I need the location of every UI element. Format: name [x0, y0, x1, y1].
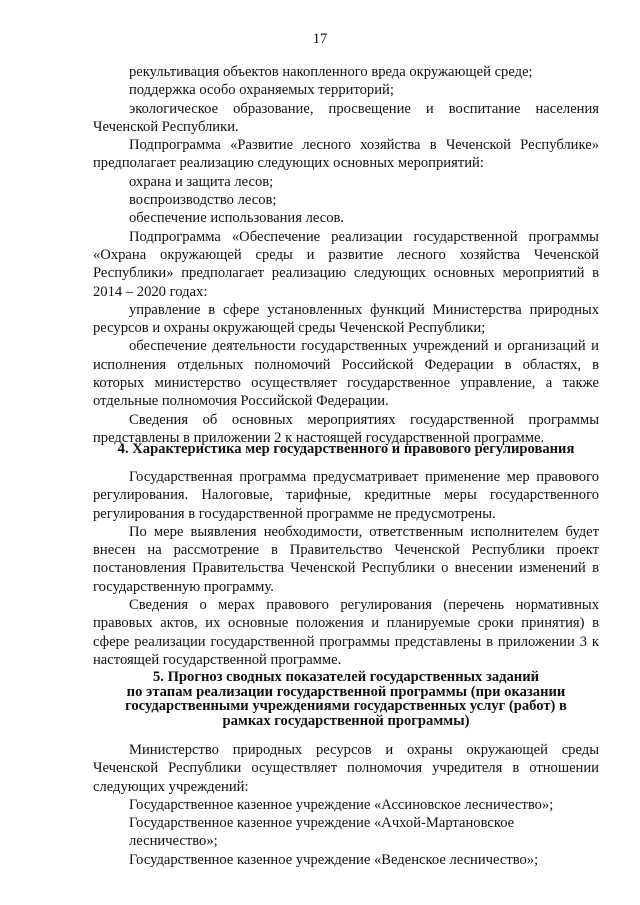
- section-4-paragraph: Сведения о мерах правового регулирования (перечень нормативных правовых актов, их основные положения и планируемые сроки принятия) в сфере реализации государственной программы представлены в приложении 3 к настоящей государственной программе.: [93, 597, 599, 668]
- institution-item: Государственное казенное учреждение «Ассиновское лесничество»;: [129, 796, 554, 813]
- institution-item: Государственное казенное учреждение «Ачхой-Мартановское лесничество»;: [129, 815, 515, 850]
- section-4-heading-block: [93, 440, 599, 458]
- section-5-heading-block: [93, 670, 599, 728]
- section-5-body: [93, 741, 599, 869]
- list-item: рекультивация объектов накопленного вреда окружающей среде;: [129, 64, 533, 80]
- section-4-paragraph: По мере выявления необходимости, ответственным исполнителем будет внесен на рассмотрение в Правительство Чеченской Республики проект постановления Правительства Чеченской Республики о внесении изменений в государственную программу.: [93, 523, 599, 595]
- list-item: поддержка особо охраняемых территорий;: [129, 82, 394, 99]
- section-4-body: [93, 468, 599, 669]
- body-paragraph: Сведения об основных мероприятиях государственной программы представлены в приложении 2 к настоящей государственной программе.: [93, 411, 599, 446]
- body-paragraph: управление в сфере установленных функций Министерства природных ресурсов и охраны окружающей среды Чеченской Республики;: [93, 301, 599, 337]
- section-5-heading-line: по этапам реализации государственной программы (при оказании: [126, 683, 566, 700]
- section-5-intro: Министерство природных ресурсов и охраны окружающей среды Чеченской Республики осуществляет полномочия учредителя в отношении следующих учреждений:: [93, 742, 599, 795]
- top-text-block: [93, 63, 599, 447]
- list-item: охрана и защита лесов;: [129, 173, 274, 190]
- list-item: обеспечение использования лесов.: [129, 210, 345, 227]
- body-paragraph: экологическое образование, просвещение и воспитание населения Чеченской Республики.: [93, 100, 599, 135]
- section-4-heading: 4. Характеристика мер государственного и правового регулирования: [117, 441, 575, 457]
- body-paragraph: Подпрограмма «Развитие лесного хозяйства в Чеченской Республике» предполагает реализацию следующих основных мероприятий:: [93, 137, 599, 172]
- page-number: 17: [312, 31, 328, 47]
- institution-item: Государственное казенное учреждение «Веденское лесничество»;: [129, 851, 539, 868]
- section-5-heading-line: 5. Прогноз сводных показателей государственных заданий: [152, 669, 540, 685]
- body-paragraph: Подпрограмма «Обеспечение реализации государственной программы «Охрана окружающей среды и развитие лесного хозяйства Чеченской Республики» предполагает реализацию следующих основных мероприятий в 2014 – 2020 годах:: [93, 228, 599, 300]
- section-5-heading-line: рамках государственной программы): [222, 712, 470, 729]
- body-paragraph: обеспечение деятельности государственных учреждений и организаций и исполнения отдельных полномочий Российской Федерации в областях, в которых министерство осуществляет государственное управление, а также отдельные полномочия Российской Федерации.: [93, 338, 599, 410]
- section-4-paragraph: Государственная программа предусматривает применение мер правового регулирования. Налоговые, тарифные, кредитные меры государственного регулирования в государственной программе не предусмотрены.: [93, 469, 599, 522]
- section-5-heading-line: государственными учреждениями государственных услуг (работ) в: [125, 698, 567, 714]
- list-item: воспроизводство лесов;: [129, 192, 277, 209]
